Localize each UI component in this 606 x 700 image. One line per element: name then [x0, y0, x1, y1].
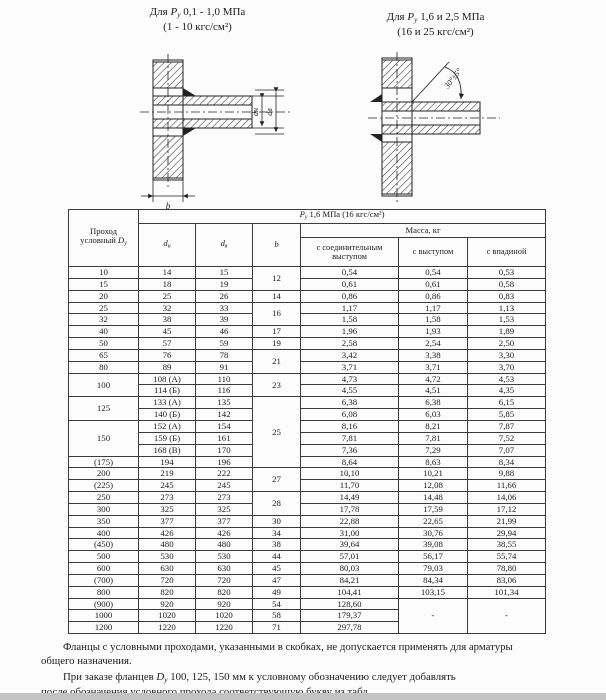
table-cell: 3,71	[399, 361, 468, 373]
table-cell: 15	[196, 267, 253, 279]
table-cell: 1020	[139, 610, 196, 622]
table-cell: 100	[69, 373, 139, 397]
table-cell: 39,08	[399, 539, 468, 551]
table-cell: 161	[196, 432, 253, 444]
header-dv: $d_в$	[196, 224, 253, 267]
table-cell: 3,71	[301, 361, 399, 373]
table-cell: 45	[253, 563, 301, 575]
table-row	[69, 492, 546, 504]
caption-line1: Для $P_у$ 1,6 и 2,5 МПа	[386, 11, 485, 24]
table-cell: 4,55	[301, 385, 399, 397]
table-cell: 920	[196, 598, 253, 610]
table-cell: 426	[139, 527, 196, 539]
table-cell: 33	[196, 302, 253, 314]
table-cell: 159 (Б)	[139, 432, 196, 444]
table-cell: 1200	[69, 622, 139, 634]
table-cell: 54	[253, 598, 301, 610]
table-cell: 325	[196, 503, 253, 515]
table-row	[69, 267, 546, 279]
table-cell: 12	[253, 267, 301, 291]
table-cell: 800	[69, 586, 139, 598]
table-cell: 0,86	[399, 290, 468, 302]
table-cell: 32	[139, 302, 196, 314]
table-cell: 45	[139, 326, 196, 338]
table-row	[69, 409, 546, 421]
header-dn: $d_н$	[139, 224, 196, 267]
table-cell: 7,29	[399, 444, 468, 456]
table-cell: 108 (А)	[139, 373, 196, 385]
table-cell: 3,38	[399, 349, 468, 361]
caption-line1: Для $P_у$ 0,1 - 1,0 МПа	[149, 6, 246, 19]
table-cell: 377	[139, 515, 196, 527]
table-cell: 300	[69, 503, 139, 515]
table-cell: 59	[196, 338, 253, 350]
table-cell: 7,07	[468, 444, 546, 456]
table-cell: 21	[253, 349, 301, 373]
table-cell: 1000	[69, 610, 139, 622]
table-cell: 245	[139, 480, 196, 492]
table-cell: 50	[69, 338, 139, 350]
table-cell: 152 (А)	[139, 420, 196, 432]
table-cell: 0,61	[399, 278, 468, 290]
table-row	[69, 432, 546, 444]
table-cell: 1,58	[301, 314, 399, 326]
table-cell: 12,08	[399, 480, 468, 492]
table-cell: 14,48	[399, 492, 468, 504]
table-cell: 8,63	[399, 456, 468, 468]
table-row	[69, 361, 546, 373]
table-row	[69, 551, 546, 563]
table-row	[69, 444, 546, 456]
table-cell: 76	[139, 349, 196, 361]
table-row	[69, 349, 546, 361]
table-cell: 194	[139, 456, 196, 468]
flange-table-wrap	[68, 209, 546, 634]
table-cell: 10	[69, 267, 139, 279]
table-cell: 38	[139, 314, 196, 326]
table-cell: 114 (Б)	[139, 385, 196, 397]
table-cell: 4,72	[399, 373, 468, 385]
header-nominal-bore: Проход условный $D_у$	[69, 210, 139, 267]
table-row	[69, 397, 546, 409]
footnote-2: При заказе фланцев $D_у$ 100, 125, 150 мм к условному обозначению следует добавлять	[63, 671, 456, 684]
flange-table	[68, 209, 546, 634]
table-cell: 10,21	[399, 468, 468, 480]
table-cell: (225)	[69, 480, 139, 492]
caption-line2: (1 - 10 кгс/см²)	[163, 20, 232, 33]
table-cell: 104,41	[301, 586, 399, 598]
table-cell: 14	[253, 290, 301, 302]
flange-drawing-right	[368, 52, 500, 202]
table-row	[69, 480, 546, 492]
table-cell: -	[468, 598, 546, 634]
table-cell: 154	[196, 420, 253, 432]
table-cell: 25	[69, 302, 139, 314]
table-row	[69, 420, 546, 432]
table-cell: 1220	[196, 622, 253, 634]
pressure-symbol: P	[407, 11, 415, 23]
flange-table-body	[69, 267, 546, 634]
table-cell: 40	[69, 326, 139, 338]
table-cell: 1,93	[399, 326, 468, 338]
table-cell: -	[399, 598, 468, 634]
table-cell: 530	[196, 551, 253, 563]
table-cell: 0,83	[468, 290, 546, 302]
table-cell: 103,15	[399, 586, 468, 598]
table-row	[69, 586, 546, 598]
header-mass-projection: с выступом	[399, 238, 468, 267]
table-cell: 84,34	[399, 574, 468, 586]
table-cell: 2,58	[301, 338, 399, 350]
table-cell: 8,34	[468, 456, 546, 468]
table-cell: 11,66	[468, 480, 546, 492]
table-cell: 14,49	[301, 492, 399, 504]
table-cell: 1,17	[301, 302, 399, 314]
header-b: b	[253, 224, 301, 267]
pressure-symbol: P	[170, 6, 178, 18]
table-row	[69, 338, 546, 350]
table-cell: 27	[253, 468, 301, 492]
table-cell: 1020	[196, 610, 253, 622]
table-cell: 600	[69, 563, 139, 575]
table-cell: 720	[139, 574, 196, 586]
table-cell: 0,58	[468, 278, 546, 290]
table-cell: 49	[253, 586, 301, 598]
table-cell: (450)	[69, 539, 139, 551]
page-edge-strip	[0, 693, 606, 700]
table-cell: 1,17	[399, 302, 468, 314]
dim-label-dn: dн	[251, 108, 260, 116]
table-cell: 78	[196, 349, 253, 361]
table-cell: 135	[196, 397, 253, 409]
table-cell: 325	[139, 503, 196, 515]
table-row	[69, 278, 546, 290]
table-row	[69, 468, 546, 480]
table-cell: 820	[139, 586, 196, 598]
table-cell: 91	[196, 361, 253, 373]
table-cell: 3,42	[301, 349, 399, 361]
table-cell: 273	[139, 492, 196, 504]
table-cell: 80	[69, 361, 139, 373]
table-cell: 84,21	[301, 574, 399, 586]
angle-label: 30°±5°	[442, 66, 464, 91]
table-cell: 0,61	[301, 278, 399, 290]
table-cell: 31,00	[301, 527, 399, 539]
table-cell: 22,88	[301, 515, 399, 527]
table-cell: 19	[196, 278, 253, 290]
table-cell: 57,01	[301, 551, 399, 563]
table-cell: 18	[139, 278, 196, 290]
table-cell: 920	[139, 598, 196, 610]
table-cell: 5,85	[468, 409, 546, 421]
table-cell: 80,03	[301, 563, 399, 575]
footnotes	[41, 641, 555, 700]
table-cell: 10,10	[301, 468, 399, 480]
table-cell: 170	[196, 444, 253, 456]
table-cell: 79,03	[399, 563, 468, 575]
table-cell: 38	[253, 539, 301, 551]
table-cell: 297,78	[301, 622, 399, 634]
table-cell: 1,96	[301, 326, 399, 338]
table-cell: 377	[196, 515, 253, 527]
table-cell: 150	[69, 420, 139, 456]
table-row	[69, 314, 546, 326]
table-cell: 222	[196, 468, 253, 480]
table-cell: 9,88	[468, 468, 546, 480]
table-cell: 0,54	[301, 267, 399, 279]
table-cell: 426	[196, 527, 253, 539]
table-cell: 78,80	[468, 563, 546, 575]
table-cell: 22,65	[399, 515, 468, 527]
table-cell: 39	[196, 314, 253, 326]
table-cell: 168 (В)	[139, 444, 196, 456]
table-cell: 39,64	[301, 539, 399, 551]
caption-line2: (16 и 25 кгс/см²)	[397, 25, 474, 38]
table-cell: 2,54	[399, 338, 468, 350]
table-cell: 17,59	[399, 503, 468, 515]
table-cell: 17,12	[468, 503, 546, 515]
table-cell: 17	[253, 326, 301, 338]
header-pressure: $P_у$ 1,6 МПа (16 кгс/см²)	[139, 210, 546, 224]
table-cell: (900)	[69, 598, 139, 610]
table-cell: 0,54	[399, 267, 468, 279]
table-cell: 2,50	[468, 338, 546, 350]
table-cell: 480	[196, 539, 253, 551]
table-cell: 219	[139, 468, 196, 480]
table-cell: 273	[196, 492, 253, 504]
table-cell: 200	[69, 468, 139, 480]
table-cell: 89	[139, 361, 196, 373]
table-cell: 140 (Б)	[139, 409, 196, 421]
table-cell: (700)	[69, 574, 139, 586]
table-cell: 6,38	[399, 397, 468, 409]
table-cell: 14	[139, 267, 196, 279]
table-cell: 19	[253, 338, 301, 350]
table-cell: 6,38	[301, 397, 399, 409]
flange-drawing-left	[140, 54, 290, 211]
table-cell: 630	[139, 563, 196, 575]
table-row	[69, 373, 546, 385]
table-cell: 8,64	[301, 456, 399, 468]
table-row	[69, 563, 546, 575]
table-cell: 8,16	[301, 420, 399, 432]
table-cell: 65	[69, 349, 139, 361]
table-cell: 16	[253, 302, 301, 326]
table-row	[69, 574, 546, 586]
table-cell: 17,78	[301, 503, 399, 515]
table-cell: 55,74	[468, 551, 546, 563]
table-cell: 25	[139, 290, 196, 302]
table-cell: 0,86	[301, 290, 399, 302]
caption-pressure-high	[348, 11, 523, 39]
table-row	[69, 456, 546, 468]
table-cell: 44	[253, 551, 301, 563]
table-cell: 133 (А)	[139, 397, 196, 409]
table-cell: 4,51	[399, 385, 468, 397]
table-cell: 7,36	[301, 444, 399, 456]
table-cell: 4,53	[468, 373, 546, 385]
table-cell: 46	[196, 326, 253, 338]
table-cell: 47	[253, 574, 301, 586]
table-cell: 28	[253, 492, 301, 516]
table-cell: 125	[69, 397, 139, 421]
table-cell: 26	[196, 290, 253, 302]
table-cell: 250	[69, 492, 139, 504]
table-cell: 21,99	[468, 515, 546, 527]
table-row	[69, 385, 546, 397]
dim-label-dv: dв	[265, 108, 274, 116]
table-cell: 480	[139, 539, 196, 551]
table-cell: 116	[196, 385, 253, 397]
table-cell: 3,30	[468, 349, 546, 361]
table-cell: 58	[253, 610, 301, 622]
table-cell: 6,08	[301, 409, 399, 421]
table-cell: 23	[253, 373, 301, 397]
table-row	[69, 515, 546, 527]
caption-pressure-low	[105, 6, 290, 34]
table-cell: 1,53	[468, 314, 546, 326]
table-row	[69, 598, 546, 610]
table-cell: 83,06	[468, 574, 546, 586]
table-row	[69, 539, 546, 551]
table-cell: 7,52	[468, 432, 546, 444]
table-cell: 7,87	[468, 420, 546, 432]
table-cell: 57	[139, 338, 196, 350]
table-cell: 32	[69, 314, 139, 326]
table-cell: 179,37	[301, 610, 399, 622]
table-cell: 34	[253, 527, 301, 539]
flange-drawings	[0, 45, 606, 215]
footnote-1: Фланцы с условными проходами, указанными в скобках, не допускается применять для арматуры общего назначения.	[41, 641, 513, 667]
table-cell: 20	[69, 290, 139, 302]
table-cell: 6,15	[468, 397, 546, 409]
table-cell: 196	[196, 456, 253, 468]
table-cell: 30	[253, 515, 301, 527]
table-cell: 56,17	[399, 551, 468, 563]
table-cell: 1,13	[468, 302, 546, 314]
table-cell: 500	[69, 551, 139, 563]
table-cell: 38,55	[468, 539, 546, 551]
table-cell: 400	[69, 527, 139, 539]
table-row	[69, 290, 546, 302]
table-cell: 11,70	[301, 480, 399, 492]
table-cell: 4,73	[301, 373, 399, 385]
table-cell: 71	[253, 622, 301, 634]
header-mass: Масса, кг	[301, 224, 546, 238]
table-cell: 101,34	[468, 586, 546, 598]
table-cell: 630	[196, 563, 253, 575]
table-cell: 128,60	[301, 598, 399, 610]
table-cell: 7,81	[301, 432, 399, 444]
table-cell: 29,94	[468, 527, 546, 539]
table-cell: 720	[196, 574, 253, 586]
table-cell: 25	[253, 397, 301, 468]
table-cell: 14,06	[468, 492, 546, 504]
table-cell: 110	[196, 373, 253, 385]
table-cell: 350	[69, 515, 139, 527]
table-cell: 820	[196, 586, 253, 598]
table-row	[69, 527, 546, 539]
header-mass-connecting-projection: с соединительным выступом	[301, 238, 399, 267]
table-cell: 530	[139, 551, 196, 563]
table-cell: 1220	[139, 622, 196, 634]
table-cell: 1,89	[468, 326, 546, 338]
dim-label-b: b	[165, 201, 171, 211]
table-row	[69, 503, 546, 515]
table-cell: 4,35	[468, 385, 546, 397]
table-cell: 3,70	[468, 361, 546, 373]
table-cell: 6,03	[399, 409, 468, 421]
table-cell: (175)	[69, 456, 139, 468]
table-row	[69, 302, 546, 314]
table-cell: 1,58	[399, 314, 468, 326]
header-mass-recess: с впадиной	[468, 238, 546, 267]
table-cell: 15	[69, 278, 139, 290]
table-row	[69, 326, 546, 338]
table-cell: 0,53	[468, 267, 546, 279]
table-cell: 142	[196, 409, 253, 421]
table-cell: 7,81	[399, 432, 468, 444]
table-cell: 8,21	[399, 420, 468, 432]
table-cell: 30,76	[399, 527, 468, 539]
table-cell: 245	[196, 480, 253, 492]
